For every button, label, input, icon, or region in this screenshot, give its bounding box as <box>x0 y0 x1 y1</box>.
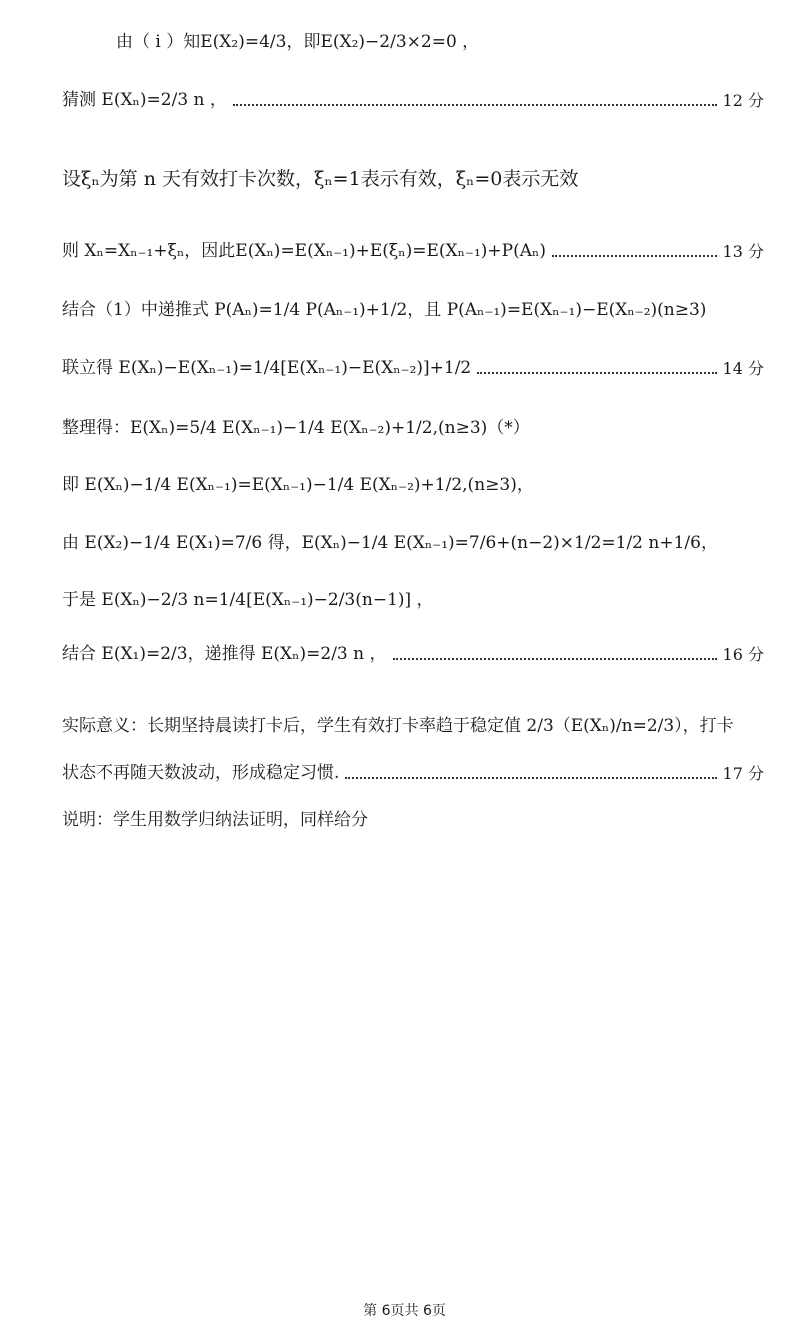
score-label: 16 分 <box>722 644 764 664</box>
solution-line-9 <box>62 535 764 552</box>
leader-dots <box>552 255 717 257</box>
solution-line-2 <box>62 92 764 109</box>
line-text: 猜测 E(Xₙ)=2/3 n ， <box>62 90 227 110</box>
score-label: 13 分 <box>722 241 764 261</box>
line-text: 于是 E(Xₙ)−2/3 n=1/4[E(Xₙ₋₁)−2/3(n−1)] ， <box>62 590 434 610</box>
solution-line-6 <box>62 360 764 377</box>
solution-line-11 <box>62 646 764 663</box>
solution-line-1 <box>116 34 764 51</box>
line-text: 由 E(X₂)−1/4 E(X₁)=7/6 得，E(Xₙ)−1/4 E(Xₙ₋₁)=7/6+(n−2)×1/2=1/2 n+1/6， <box>62 533 718 553</box>
line-text: 联立得 E(Xₙ)−E(Xₙ₋₁)=1/4[E(Xₙ₋₁)−E(Xₙ₋₂)]+1/2 <box>62 358 472 378</box>
solution-line-8 <box>62 477 764 494</box>
solution-line-7 <box>62 420 764 437</box>
solution-line-13 <box>62 765 764 782</box>
solution-line-10 <box>62 592 764 609</box>
leader-dots <box>233 104 717 106</box>
solution-line-12 <box>62 718 764 735</box>
score-label: 17 分 <box>722 763 764 783</box>
leader-dots <box>345 777 716 779</box>
line-text: 整理得：E(Xₙ)=5/4 E(Xₙ₋₁)−1/4 E(Xₙ₋₂)+1/2,(n≥3)（*） <box>62 418 530 438</box>
line-text: 结合（1）中递推式 P(Aₙ)=1/4 P(Aₙ₋₁)+1/2，且 P(Aₙ₋₁)=E(Xₙ₋₁)−E(Xₙ₋₂)(n≥3) <box>62 300 707 320</box>
line-text: 状态不再随天数波动，形成稳定习惯. <box>62 763 340 783</box>
line-text: 说明：学生用数学归纳法证明，同样给分 <box>62 810 368 830</box>
leader-dots <box>393 658 717 660</box>
page-footer: 第 6页共 6页 <box>363 1303 446 1319</box>
leader-dots <box>477 372 716 374</box>
line-text: 结合 E(X₁)=2/3，递推得 E(Xₙ)=2/3 n ， <box>62 644 387 664</box>
line-text: 则 Xₙ=Xₙ₋₁+ξₙ，因此E(Xₙ)=E(Xₙ₋₁)+E(ξₙ)=E(Xₙ₋₁)+P(Aₙ) <box>62 241 546 261</box>
line-text: 实际意义：长期坚持晨读打卡后，学生有效打卡率趋于稳定值 2/3（E(Xₙ)/n=2/3），打卡 <box>62 716 734 736</box>
solution-line-4 <box>62 243 764 260</box>
line-text: 由（ i ）知E(X₂)=4/3，即E(X₂)−2/3×2=0 ， <box>116 32 480 52</box>
solution-line-5 <box>62 302 764 319</box>
line-text: 设ξₙ为第 n 天有效打卡次数，ξₙ=1表示有效，ξₙ=0表示无效 <box>62 168 579 190</box>
solution-line-3 <box>62 170 764 189</box>
solution-line-14 <box>62 812 764 829</box>
score-label: 12 分 <box>722 90 764 110</box>
score-label: 14 分 <box>722 358 764 378</box>
line-text: 即 E(Xₙ)−1/4 E(Xₙ₋₁)=E(Xₙ₋₁)−1/4 E(Xₙ₋₂)+1/2,(n≥3)， <box>62 475 534 495</box>
